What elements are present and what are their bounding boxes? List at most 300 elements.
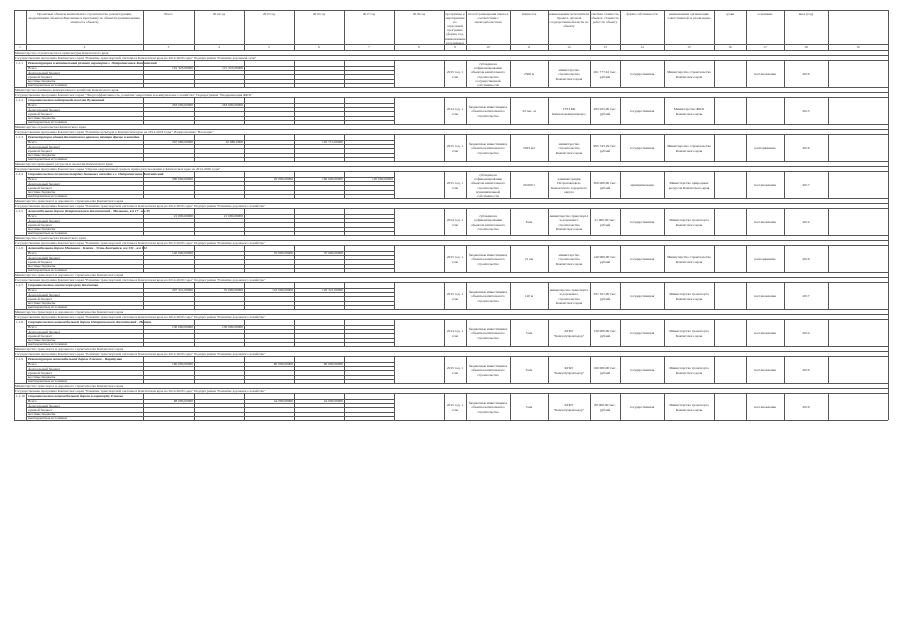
grid-line xyxy=(444,134,445,161)
grid-line xyxy=(143,97,144,124)
grid-line xyxy=(784,319,785,346)
object-number: 1.1.7 xyxy=(16,282,23,287)
object-basis: постановление xyxy=(753,72,777,77)
object-term xyxy=(715,70,745,80)
grid-line xyxy=(664,60,665,87)
object-method: субсидия на софинансирование объектов капитального строительства xyxy=(470,214,506,231)
funding-label: местные бюджеты xyxy=(28,226,56,231)
object-prog: 2015 год, 1 этап xyxy=(446,181,464,190)
grid-line xyxy=(444,171,445,198)
object-method: бюджетные инвестиции в объекты капитального строительства xyxy=(468,290,508,303)
funding-label: федеральный бюджет xyxy=(28,366,61,371)
object-own: государственная xyxy=(629,368,655,373)
funding-value xyxy=(395,214,443,218)
grid-line xyxy=(784,60,785,87)
grid-line xyxy=(746,393,747,420)
grid-line xyxy=(244,134,245,161)
funding-label: краевой бюджет xyxy=(28,407,53,412)
grid-line xyxy=(548,171,549,198)
grid-line xyxy=(394,393,395,420)
funding-value: 130 000,00000 xyxy=(222,325,243,330)
object-power: 8 км xyxy=(525,220,533,225)
funding-label: краевой бюджет xyxy=(28,259,53,264)
grid-line xyxy=(294,245,295,272)
object-term xyxy=(715,329,745,339)
funding-label: внебюджетные источники xyxy=(28,231,67,236)
object-term xyxy=(715,181,745,191)
grid-line xyxy=(143,356,144,383)
grid-line xyxy=(714,97,715,124)
funding-label: Всего xyxy=(28,66,37,71)
grid-line xyxy=(294,319,295,346)
grid-line xyxy=(143,171,144,198)
grid-line xyxy=(510,245,511,272)
object-method: субсидия на софинансирование объектов капитального строительства государственной собственности xyxy=(470,61,506,87)
funding-value: 263 000,00000 xyxy=(172,103,193,108)
object-prog: 2015 год, 1 этап xyxy=(446,366,464,375)
object-input: 2016 xyxy=(802,368,810,373)
grid-line xyxy=(664,356,665,383)
section-ministry: Министерство жилищно-коммунального хозяйства Камчатского края xyxy=(15,87,119,92)
object-basis xyxy=(747,107,783,117)
funding-label: Всего xyxy=(28,325,37,330)
grid-line xyxy=(664,282,665,309)
object-org: Министерство транспорта Камчатского края xyxy=(669,292,709,301)
object-name: Строительство автомобильной дороги к аэропорту Елизово xyxy=(28,393,124,398)
funding-label: краевой бюджет xyxy=(28,148,53,153)
grid-line xyxy=(466,60,467,87)
header-cell: программы и мероприятия по отраслевой программе (форма, год, наименование программы) xyxy=(445,12,466,45)
grid-line xyxy=(664,245,665,272)
grid-line xyxy=(194,208,195,235)
object-input: 2014 xyxy=(802,220,810,225)
grid-line xyxy=(394,171,395,198)
object-own: государственная xyxy=(629,109,655,114)
column-number: 1 xyxy=(19,45,21,49)
object-org: Министерство строительства Камчатского края xyxy=(667,255,711,264)
grid-line xyxy=(746,134,747,161)
funding-value: 16 680,0000 xyxy=(225,140,243,145)
grid-line xyxy=(510,393,511,420)
grid-line xyxy=(26,134,27,161)
grid-line xyxy=(746,245,747,272)
grid-line xyxy=(714,245,715,272)
grid-line xyxy=(394,319,395,346)
funding-value xyxy=(395,362,443,366)
object-term xyxy=(715,218,745,228)
funding-value: 80 000,00000 xyxy=(273,362,293,367)
section-ministry: Министерство транспорта и дорожного строительства Камчатского края xyxy=(15,272,124,277)
object-number: 1.1.6 xyxy=(16,245,23,250)
header-cell: ввод (год) xyxy=(798,12,814,16)
object-exec: КГКУ "Камчатуправтодор" xyxy=(553,329,585,338)
grid-line xyxy=(828,319,829,346)
object-method: бюджетные инвестиции в объекты капитального строительства xyxy=(468,142,508,155)
object-cost: 88 000,00 тыс. рублей xyxy=(594,403,616,412)
funding-value: 120 000,00000 xyxy=(372,177,393,182)
grid-line xyxy=(344,171,345,198)
grid-line xyxy=(548,134,549,161)
grid-line xyxy=(784,282,785,309)
object-cost: 985 745,29 тыс. рублей xyxy=(593,144,617,153)
object-own: государственная xyxy=(629,146,655,151)
grid-line xyxy=(143,134,144,161)
section-ministry: Министерство транспорта и дорожного строительства Камчатского края xyxy=(15,383,124,388)
header-cell: 2017 год xyxy=(362,12,376,16)
grid-line xyxy=(510,356,511,383)
grid-line xyxy=(590,245,591,272)
grid-line xyxy=(394,245,395,272)
funding-label: федеральный бюджет xyxy=(28,107,61,112)
funding-label: местные бюджеты xyxy=(28,337,56,342)
grid-line xyxy=(344,134,345,161)
object-input: 2016 xyxy=(802,257,810,262)
funding-value: 140 000,00000 xyxy=(172,251,193,256)
object-method: бюджетные инвестиции в объекты капитального строительства xyxy=(468,327,508,340)
funding-value: 55 000,00000 xyxy=(223,288,243,293)
section-program: Государственная программа Камчатского края "Развитие транспортной системы в Камчатском крае на 2014-2020 годы" Подпрограмма "Развитие дорожного хозяйства" xyxy=(15,314,266,319)
object-exec: министерство транспорта и дорожного строительства Камчатского края xyxy=(549,288,589,305)
funding-label: федеральный бюджет xyxy=(28,181,61,186)
object-number: 1.1.10 xyxy=(16,393,25,398)
grid-line xyxy=(26,393,27,420)
funding-value xyxy=(395,177,443,181)
grid-line xyxy=(394,282,395,309)
column-number: 6 xyxy=(318,45,320,49)
section-ministry: Министерство строительства и архитектуры Камчатского края xyxy=(15,50,109,55)
grid-line xyxy=(828,171,829,198)
grid-line xyxy=(244,171,245,198)
column-number: 18 xyxy=(804,45,808,49)
funding-value xyxy=(395,288,443,292)
object-prog: 2015 год, 1 этап xyxy=(446,144,464,153)
grid-line xyxy=(590,393,591,420)
funding-label: Всего xyxy=(28,177,37,182)
grid-line xyxy=(244,393,245,420)
grid-line xyxy=(194,60,195,87)
column-number: 5 xyxy=(268,45,270,49)
grid-line xyxy=(590,171,591,198)
object-own: государственная xyxy=(629,294,655,299)
grid-line xyxy=(194,134,195,161)
grid-line xyxy=(444,319,445,346)
object-power: 3 км xyxy=(525,405,533,410)
section-program: Государственная программа Камчатского края "Развитие транспортной системы в Камчатском крае на 2014-2020 годы" Подпрограмма "Развитие дорожной сети" xyxy=(15,55,257,60)
grid-line xyxy=(26,282,27,309)
grid-line xyxy=(244,97,245,124)
object-input: 2016 xyxy=(802,405,810,410)
grid-line xyxy=(294,60,295,87)
grid-line xyxy=(664,97,665,124)
funding-label: краевой бюджет xyxy=(28,296,53,301)
object-cost: 140 000,00 тыс. рублей xyxy=(593,255,617,264)
object-cost: 21 000,00 тыс. рублей xyxy=(594,218,616,227)
section-ministry: Министерство транспорта и дорожного строительства Камчатского края xyxy=(15,198,124,203)
grid-line xyxy=(548,282,549,309)
object-number: 1.1.3 xyxy=(16,134,23,139)
grid-line xyxy=(14,420,888,421)
grid-line xyxy=(26,97,27,124)
section-program: Государственная программа Камчатского края "Развитие транспортной системы в Камчатском крае на 2014-2020 годы" Подпрограмма "Развитие дорожного хозяйства" xyxy=(15,277,266,282)
object-own: муниципальная xyxy=(630,183,654,188)
object-method: бюджетные инвестиции в объекты капитального строительства xyxy=(468,105,508,118)
grid-line xyxy=(344,319,345,346)
grid-line xyxy=(510,282,511,309)
grid-line xyxy=(590,319,591,346)
object-name: Реконструкция автомобильной дороги Елизово - Паратунка xyxy=(28,356,123,361)
object-method: бюджетные инвестиции в объекты капитального строительства xyxy=(468,253,508,266)
column-number: 13 xyxy=(603,45,607,49)
grid-line xyxy=(344,208,345,235)
grid-line xyxy=(294,393,295,420)
grid-line xyxy=(714,319,715,346)
grid-line xyxy=(548,208,549,235)
object-cost: 261 777,61 тыс. рублей xyxy=(593,70,617,79)
grid-line xyxy=(26,171,27,198)
header-cell: наименование исполнителя проекта, органов государственной власти по объекту xyxy=(549,12,589,29)
object-exec: министерство строительства Камчатского края xyxy=(555,68,583,81)
grid-line xyxy=(394,356,395,383)
grid-line xyxy=(888,10,889,420)
grid-line xyxy=(466,393,467,420)
grid-line xyxy=(548,97,549,124)
funding-label: внебюджетные источники xyxy=(28,194,67,199)
object-cost: 160 000,00 тыс. рублей xyxy=(593,366,617,375)
grid-line xyxy=(26,245,27,272)
object-number: 1.1.5 xyxy=(16,208,23,213)
grid-line xyxy=(620,171,621,198)
object-prog: 2014 год, 1 этап xyxy=(446,107,464,116)
funding-label: местные бюджеты xyxy=(28,189,56,194)
grid-line xyxy=(244,208,245,235)
grid-line xyxy=(746,356,747,383)
object-term xyxy=(715,366,745,376)
funding-label: федеральный бюджет xyxy=(28,70,61,75)
header-cell: мощность xyxy=(521,12,537,16)
object-name: Строительство моста через реку Камчатка xyxy=(28,282,99,287)
grid-line xyxy=(746,282,747,309)
object-term xyxy=(715,255,745,265)
grid-line xyxy=(664,134,665,161)
funding-label: местные бюджеты xyxy=(28,115,56,120)
grid-line xyxy=(620,134,621,161)
funding-label: Всего xyxy=(28,140,37,145)
funding-value: 70 000,00000 xyxy=(273,251,293,256)
grid-line xyxy=(620,97,621,124)
grid-line xyxy=(664,208,665,235)
object-own: государственная xyxy=(629,257,655,262)
grid-line xyxy=(394,97,395,124)
header-cell: 2016 год xyxy=(312,12,326,16)
grid-line xyxy=(294,282,295,309)
column-number: 7 xyxy=(368,45,370,49)
grid-line xyxy=(714,60,715,87)
funding-label: внебюджетные источники xyxy=(28,342,67,347)
object-term xyxy=(715,292,745,302)
grid-line xyxy=(746,97,747,124)
grid-line xyxy=(143,319,144,346)
object-name: Реконструкция и капитальный ремонт аэропорта г. Петропавловск-Камчатский xyxy=(28,60,157,65)
object-power: 20 000 т xyxy=(522,183,536,188)
grid-line xyxy=(664,319,665,346)
section-program: Государственная программа Камчатского края "Развитие транспортной системы в Камчатском крае на 2014-2020 годы" Подпрограмма "Развитие дорожного хозяйства" xyxy=(15,388,266,393)
grid-line xyxy=(244,245,245,272)
grid-line xyxy=(194,356,195,383)
column-number: 15 xyxy=(687,45,691,49)
column-number: 14 xyxy=(640,45,644,49)
funding-label: Всего xyxy=(28,103,37,108)
object-basis: постановление xyxy=(753,294,777,299)
grid-line xyxy=(466,319,467,346)
object-exec: ГУП КК Камчатскоммунэнерго xyxy=(552,107,586,116)
grid-line xyxy=(26,356,27,383)
object-basis: постановление xyxy=(753,368,777,373)
grid-line xyxy=(590,282,591,309)
grid-line xyxy=(344,393,345,420)
object-prog: 2014 год, 1 этап xyxy=(446,329,464,338)
funding-value xyxy=(395,103,443,107)
grid-line xyxy=(664,393,665,420)
grid-line xyxy=(784,393,785,420)
section-ministry: Министерство строительства Камчатского края xyxy=(15,235,86,240)
grid-line xyxy=(828,245,829,272)
object-org: Министерство строительства Камчатского края xyxy=(667,144,711,153)
grid-line xyxy=(828,10,829,50)
object-name: Реконструкция здания Камчатского краевого театра драмы и комедии xyxy=(28,134,140,139)
grid-line xyxy=(394,208,395,235)
grid-line xyxy=(294,171,295,198)
funding-value: 297 321,00000 xyxy=(172,288,193,293)
grid-line xyxy=(548,356,549,383)
object-name: Строительство водопровода поселка Вулканный xyxy=(28,97,105,102)
object-org: Министерство строительства Камчатского края xyxy=(667,70,711,79)
funding-value: 130 000,00000 xyxy=(172,325,193,330)
funding-value: 160 000,00000 xyxy=(322,177,343,182)
header-cell: способ размещения заказа в соответствии с законодательством xyxy=(467,12,509,25)
grid-line xyxy=(828,356,829,383)
object-prog: 2015 год, 1 этап xyxy=(446,292,464,301)
grid-line xyxy=(828,208,829,235)
object-power: 5 км xyxy=(525,331,533,336)
section-program: Государственная программа Камчатского края "Развитие культуры в Камчатском крае на 2014-2018 годы" Подпрограмма "Наследие" xyxy=(15,129,214,134)
object-basis: распоряжение xyxy=(754,146,776,151)
object-org: Министерство транспорта Камчатского края xyxy=(669,218,709,227)
grid-line xyxy=(548,245,549,272)
grid-line xyxy=(394,134,395,161)
funding-label: местные бюджеты xyxy=(28,374,56,379)
grid-line xyxy=(194,245,195,272)
object-basis: постановление xyxy=(753,183,777,188)
grid-line xyxy=(244,282,245,309)
grid-line xyxy=(26,208,27,235)
object-exec: министерство строительства Камчатского края xyxy=(555,142,583,155)
funding-label: местные бюджеты xyxy=(28,152,56,157)
grid-line xyxy=(828,97,829,124)
grid-line xyxy=(620,282,621,309)
object-org: Министерство ЖКХ Камчатского края xyxy=(673,107,705,116)
object-org: Министерство транспорта Камчатского края xyxy=(669,366,709,375)
funding-label: федеральный бюджет xyxy=(28,218,61,223)
grid-line xyxy=(143,60,144,87)
object-number: 1.1.2 xyxy=(16,97,23,102)
object-own: государственная xyxy=(629,72,655,77)
grid-line xyxy=(444,245,445,272)
funding-label: краевой бюджет xyxy=(28,74,53,79)
object-power: 5023 м2 xyxy=(523,146,535,151)
grid-line xyxy=(344,60,345,87)
section-ministry: Министерство строительства Камчатского края xyxy=(15,124,86,129)
funding-label: федеральный бюджет xyxy=(28,403,61,408)
grid-line xyxy=(466,245,467,272)
funding-value xyxy=(395,325,443,329)
section-program: Государственная программа Камчатского края "Развитие транспортной системы в Камчатском крае на 2014-2020 годы" Подпрограмма "Развитие дорожного хозяйства" xyxy=(15,351,266,356)
object-input: 2016 xyxy=(802,146,810,151)
object-cost: 297 321,00 тыс. рублей xyxy=(593,292,617,301)
grid-line xyxy=(784,134,785,161)
grid-line xyxy=(143,208,144,235)
grid-line xyxy=(784,245,785,272)
grid-line xyxy=(620,319,621,346)
grid-line xyxy=(444,60,445,87)
funding-value: 297 680,00000 xyxy=(172,140,193,145)
grid-line xyxy=(444,208,445,235)
grid-line xyxy=(466,134,467,161)
grid-line xyxy=(510,60,511,87)
grid-line xyxy=(620,60,621,87)
column-number: 3 xyxy=(167,45,170,49)
funding-value xyxy=(395,66,443,70)
grid-line xyxy=(26,319,27,346)
object-prog: 2015 год, 1 этап xyxy=(446,70,464,79)
object-number: 1.1.8 xyxy=(16,319,23,324)
funding-label: внебюджетные источники xyxy=(28,120,67,125)
funding-value xyxy=(395,251,443,255)
funding-label: местные бюджеты xyxy=(28,78,56,83)
section-ministry: Министерство транспорта и дорожного строительства Камчатского края xyxy=(15,309,124,314)
funding-label: Всего xyxy=(28,288,37,293)
grid-line xyxy=(143,245,144,272)
funding-label: Всего xyxy=(28,251,37,256)
column-number: 16 xyxy=(728,45,732,49)
object-number: 1.1.9 xyxy=(16,356,23,361)
object-method: бюджетные инвестиции в объекты капитального строительства xyxy=(468,364,508,377)
section-program: Государственная программа Камчатского края "Энергоэффективность, развитие энергетики и коммунального хозяйства" Подпрограмма "Модернизация ЖКХ" xyxy=(15,92,253,97)
object-input: 2016 xyxy=(802,72,810,77)
object-name: Строительство автомобильной дороги Петропавловск-Камчатский - Начики xyxy=(28,319,152,324)
grid-line xyxy=(444,356,445,383)
grid-line xyxy=(784,97,785,124)
header-cell: 2014 год xyxy=(212,12,226,16)
funding-value: 44 000,00000 xyxy=(273,399,293,404)
funding-label: краевой бюджет xyxy=(28,111,53,116)
section-program: Государственная программа Камчатского края "Развитие транспортной системы в Камчатском крае на 2014-2020 годы" Подпрограмма "Развитие дорожного хозяйства" xyxy=(15,203,266,208)
grid-line xyxy=(590,134,591,161)
funding-label: краевой бюджет xyxy=(28,222,53,227)
object-input: 2014 xyxy=(802,331,810,336)
funding-value: 160 000,00000 xyxy=(172,362,193,367)
grid-line xyxy=(244,60,245,87)
funding-label: краевой бюджет xyxy=(28,333,53,338)
column-number: 19 xyxy=(856,45,860,49)
object-own: государственная xyxy=(629,220,655,225)
grid-line xyxy=(828,134,829,161)
object-power: 120 м xyxy=(524,294,534,299)
object-term xyxy=(715,107,745,117)
funding-value: 300 000,00000 xyxy=(172,177,193,182)
grid-line xyxy=(548,60,549,87)
column-number: 9 xyxy=(454,45,456,49)
grid-line xyxy=(510,319,511,346)
